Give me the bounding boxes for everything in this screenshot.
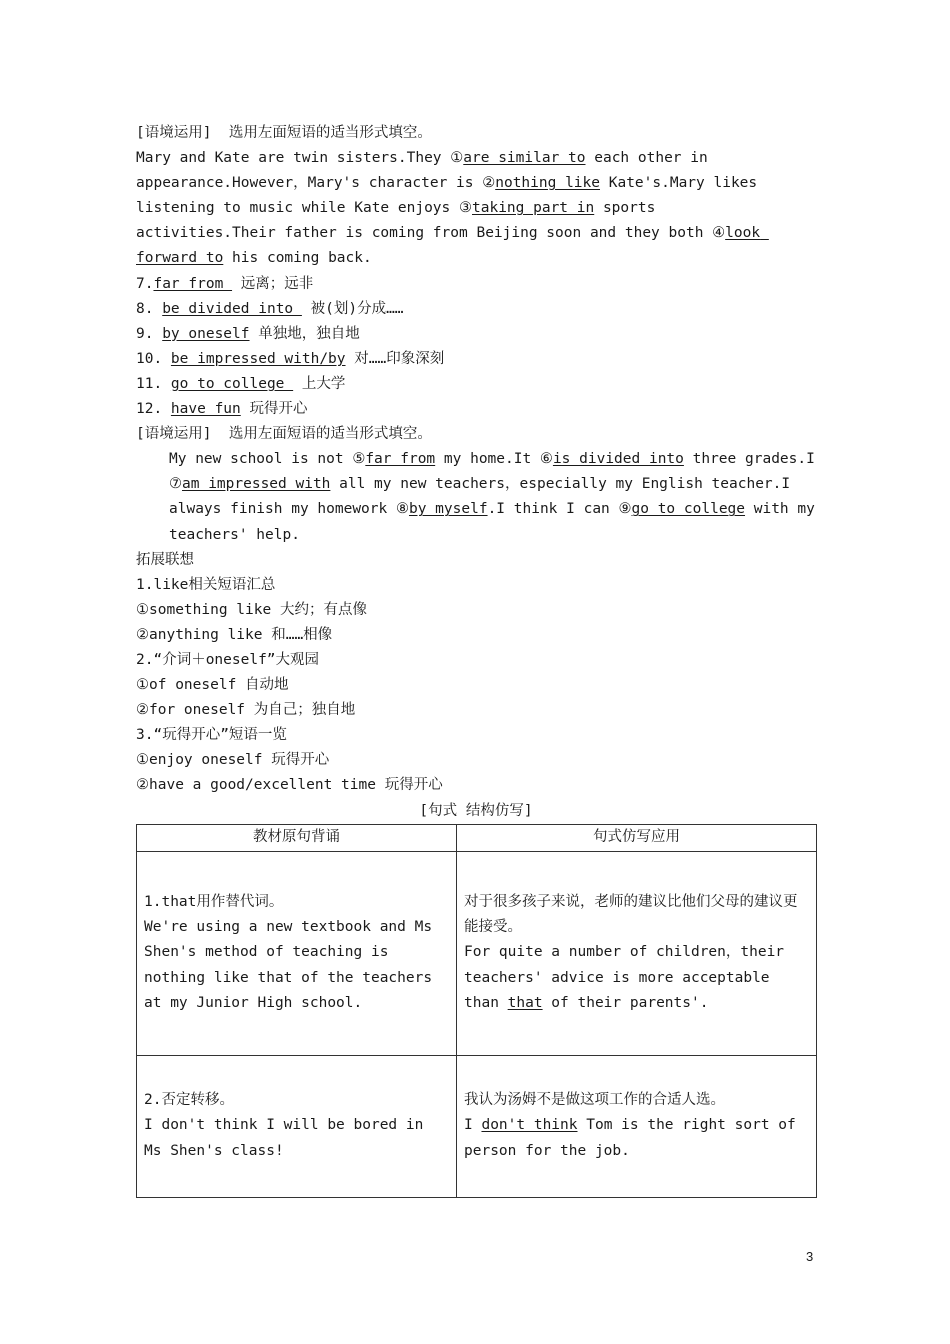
phrase-item: 10. be impressed with/by 对……印象深刻: [136, 350, 445, 367]
imitation-sentence-cell: 对于很多孩子来说，老师的建议比他们父母的建议更能接受。 For quite a number of children，their teachers' advice is more acceptable than that of their parents'.: [457, 851, 817, 1055]
phrase-item: 12. have fun 玩得开心: [136, 401, 308, 418]
phrase-item: 8. be divided into 被(划)分成……: [136, 300, 404, 317]
context-heading-2: [语境运用] 选用左面短语的适当形式填空。: [136, 426, 432, 443]
column-header-imitation: 句式仿写应用: [457, 824, 817, 851]
original-sentence-cell: 2.否定转移。 I don't think I will be bored in Ms Shen's class!: [137, 1055, 457, 1197]
table-row: [137, 851, 817, 1055]
answer-1: are similar to: [463, 150, 586, 167]
page-number: 3: [806, 1249, 814, 1264]
passage-2: My new school is not ⑤far from my home.It ⑥is divided into three grades.I ⑦am impressed with all my new teachers，especially my English teacher.I always finish my homework ⑧by myself.I think I can ⑨go to college with my teachers' help.: [169, 451, 824, 543]
table-header-row: [137, 824, 817, 851]
imitation-sentence-cell: 我认为汤姆不是做这项工作的合适人选。 I don't think Tom is the right sort of person for the job.: [457, 1055, 817, 1197]
expand-heading: 拓展联想: [136, 551, 194, 568]
answer-9: go to college: [631, 501, 746, 518]
answer-that: that: [507, 994, 543, 1011]
expand-line: 2.“介词＋oneself”大观园: [136, 651, 320, 668]
passage-1: Mary and Kate are twin sisters.They ①are similar to each other in appearance.However，Mary's character is ②nothing like Kate's.Mary likes listening to music while Kate enjoys ③taking part in sports activities.Their father is coming from Beijing soon and they both ④look forward to his coming back.: [136, 150, 769, 267]
column-header-original: 教材原句背诵: [137, 824, 457, 851]
answer-7: am impressed with: [182, 476, 331, 493]
original-sentence-cell: 1.that用作替代词。 We're using a new textbook and Ms Shen's method of teaching is nothing like that of the teachers at my Junior High school.: [137, 851, 457, 1055]
expand-line: ②have a good/excellent time 玩得开心: [136, 777, 443, 794]
answer-4: look forward to: [136, 225, 769, 267]
table-row: [137, 1055, 817, 1197]
phrase-item: 11. go to college 上大学: [136, 375, 346, 392]
answer-8: by myself: [408, 501, 488, 518]
answer-6: is divided into: [552, 451, 684, 468]
document-page: [136, 121, 824, 1198]
expand-line: 1.like相关短语汇总: [136, 576, 276, 593]
answer-2: nothing like: [495, 175, 600, 192]
expand-line: ②anything like 和……相像: [136, 626, 333, 643]
phrase-item: 9. by oneself 单独地，独自地: [136, 325, 360, 342]
answer-5: far from: [365, 451, 436, 468]
answer-dont-think: don't think: [481, 1117, 578, 1134]
answer-3: taking part in: [472, 200, 595, 217]
sentence-table: [136, 824, 817, 1198]
expand-line: 3.“玩得开心”短语一览: [136, 727, 287, 744]
section-title: [句式 结构仿写]: [419, 802, 533, 819]
expand-line: ①of oneself 自动地: [136, 677, 289, 694]
phrase-item: 7.far from 远离；远非: [136, 275, 314, 292]
expand-line: ①something like 大约；有点像: [136, 601, 367, 618]
expand-line: ②for oneself 为自己；独自地: [136, 702, 356, 719]
context-heading-1: [语境运用] 选用左面短语的适当形式填空。: [136, 125, 432, 141]
expand-line: ①enjoy oneself 玩得开心: [136, 752, 330, 769]
